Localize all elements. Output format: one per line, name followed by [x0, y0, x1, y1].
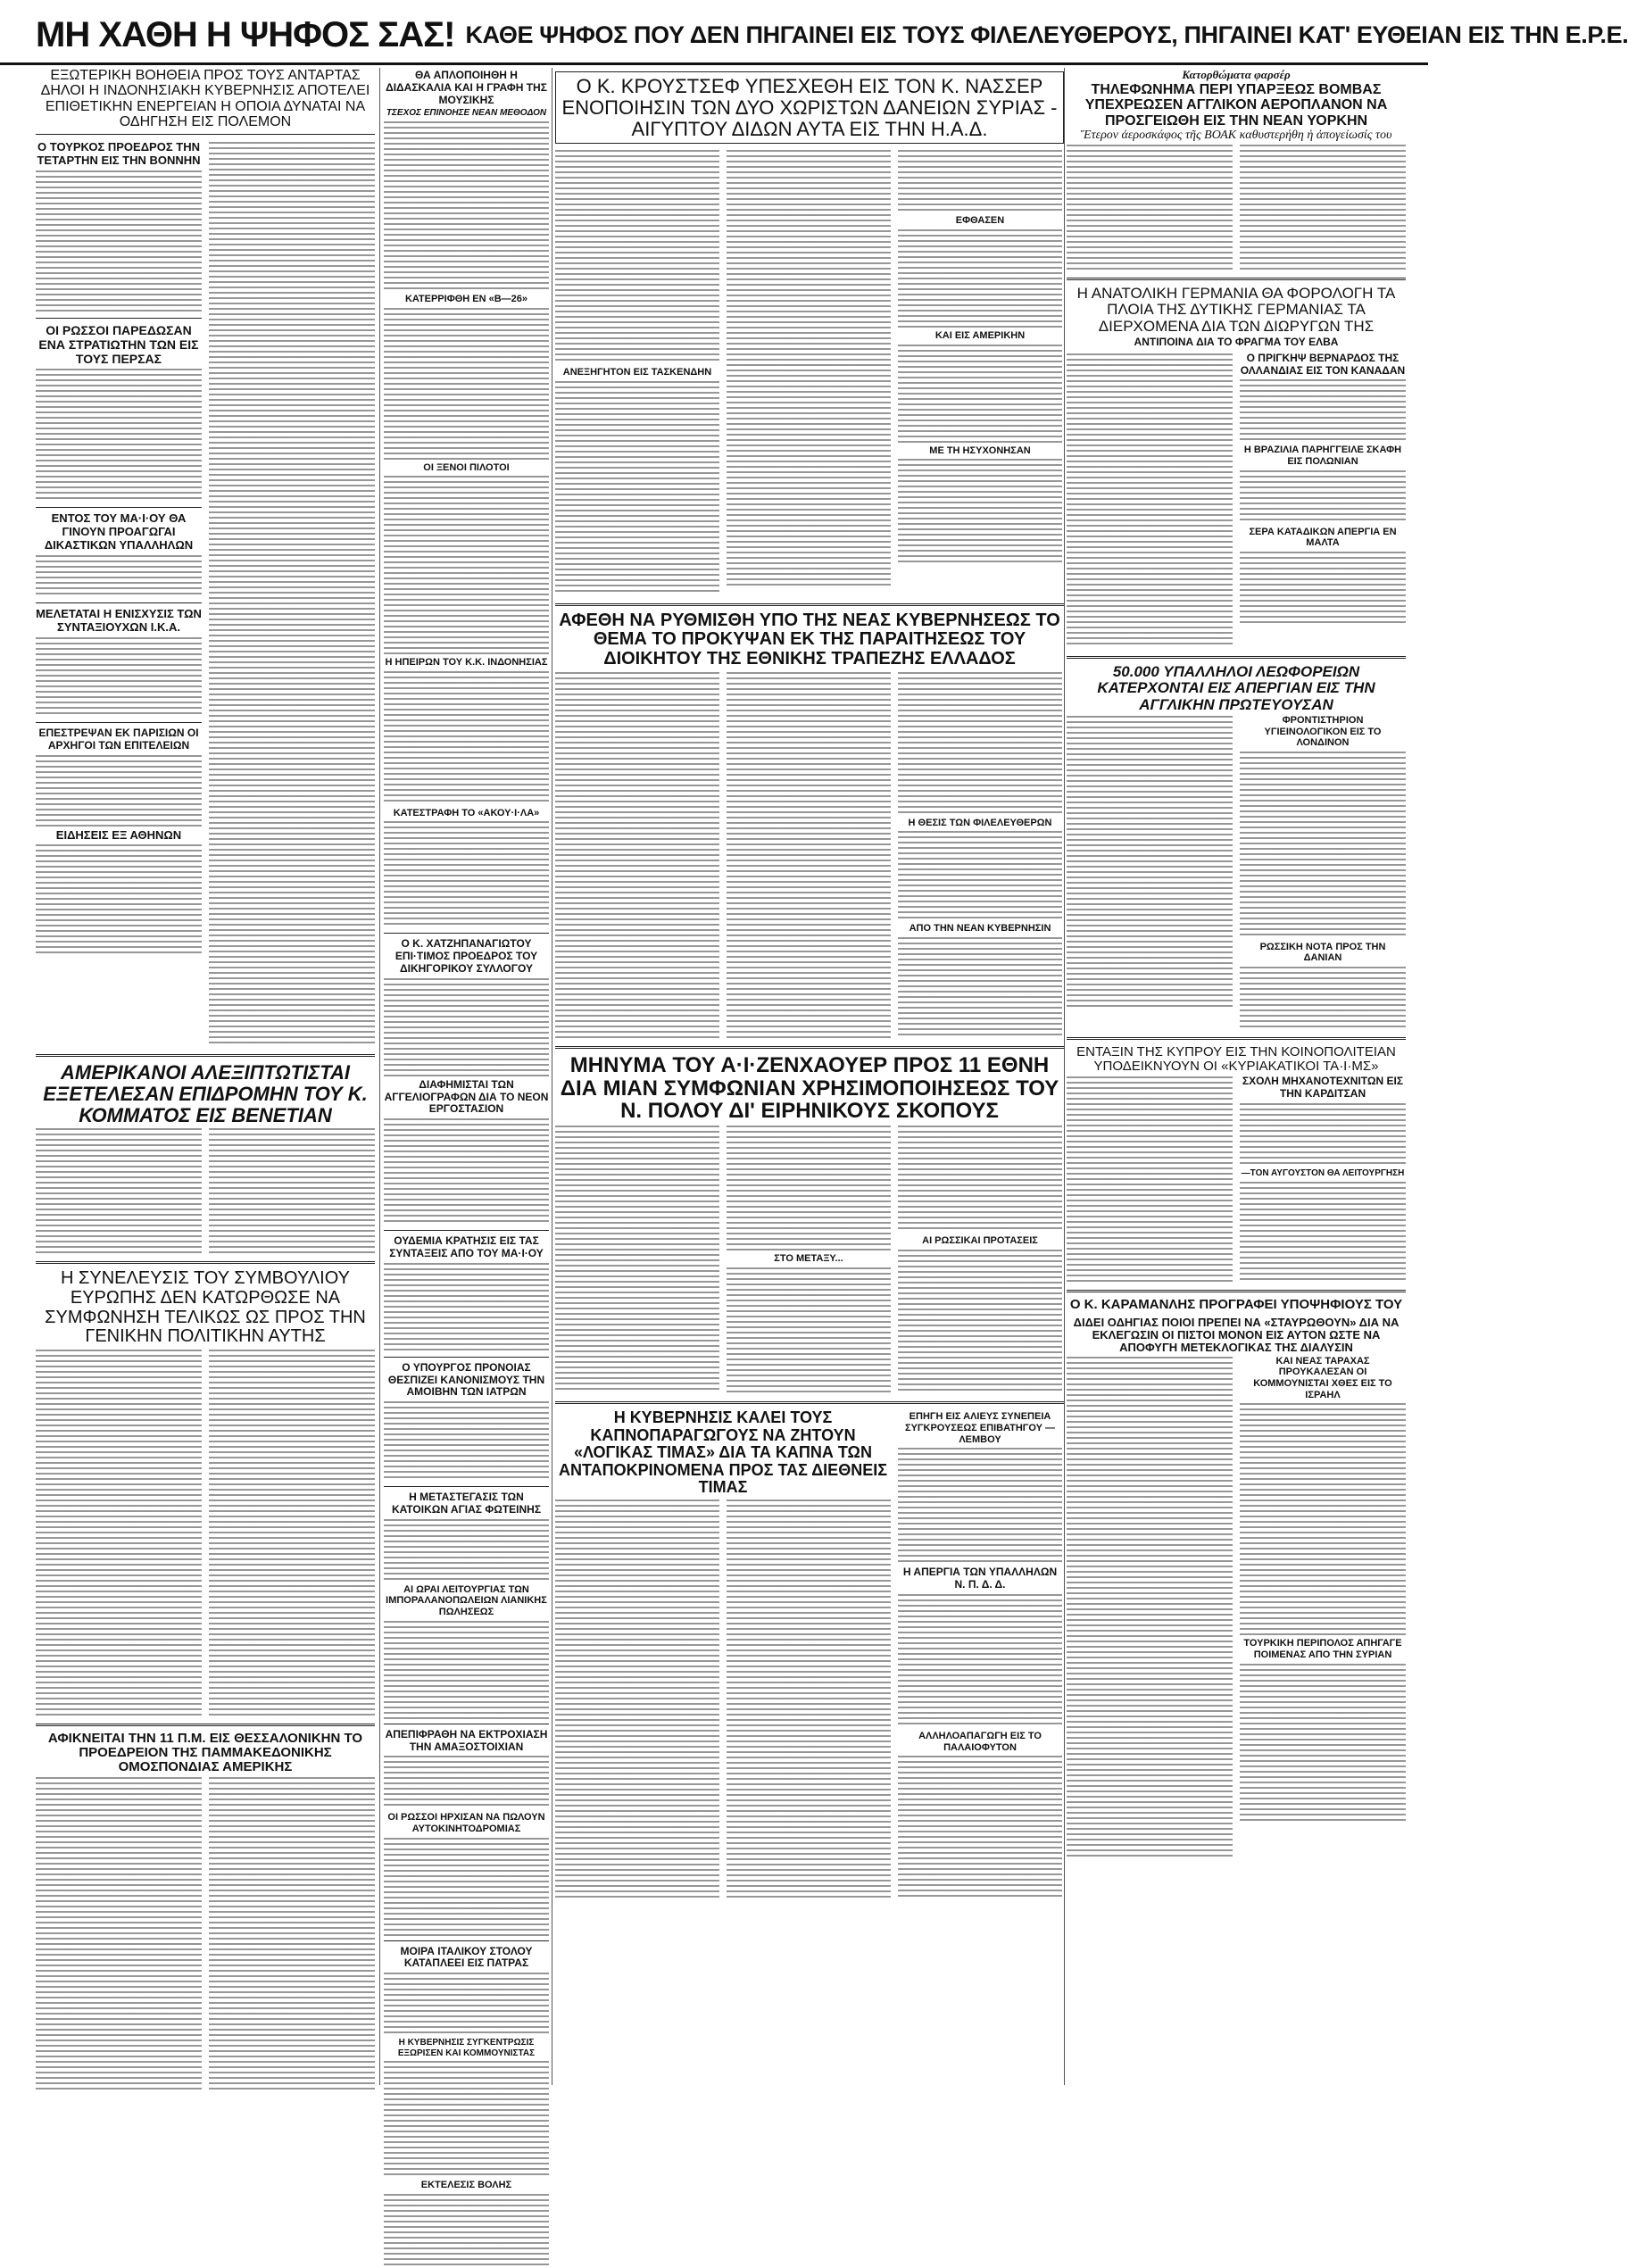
headline-tashkent: ΑΝΕΞΗΓΗΤΟΝ ΕΙΣ ΤΑΣΚΕΝΔΗΝ [562, 367, 712, 378]
article-text [384, 671, 549, 805]
two-col-block [1067, 351, 1406, 651]
article-text [898, 229, 1062, 328]
article-text [384, 121, 549, 291]
article-text [36, 369, 202, 503]
headline-turkish-patrol: ΤΟΥΡΚΙΚΗ ΠΕΡΙΠΟΛΟΣ ΑΠΗΓΑΓΕ ΠΟΙΜΕΝΑΣ ΑΠΟ ΤΗΝ ΣΥΡΙΑΝ [1243, 1638, 1402, 1660]
subcolumn-left [36, 139, 202, 1049]
headline-liberals: Η ΘΕΣΙΣ ΤΩΝ ΦΙΛΕΛΕΥΘΕΡΩΝ [908, 817, 1052, 828]
headline-fishermen: ΕΠΗΓΗ ΕΙΣ ΑΛΙΕΥΣ ΣΥΝΕΠΕΙΑ ΣΥΓΚΡΟΥΣΕΩΣ ΕΠΙΒΑΤΗΓΟΥ — ΛΕΜΒΟΥ [904, 1411, 1056, 1445]
subcolumn [555, 147, 719, 598]
headline-national-bank: ΑΦΕΘΗ ΝΑ ΡΥΘΜΙΣΘΗ ΥΠΟ ΤΗΣ ΝΕΑΣ ΚΥΒΕΡΝΗΣΕΩΣ ΤΟ ΘΕΜΑ ΤΟ ΠΡΟΚΥΨΑΝ ΕΚ ΤΗΣ ΠΑΡΑΙΤΗΣΕΩΣ ΤΟΥ ΔΙΟΙΚΗΤΟΥ ΤΗΣ ΕΘΝΙΚΗΣ ΤΡΑΠΕΖΗΣ ΕΛΛΑΔΟΣ [559, 610, 1060, 669]
khrushchev-box [555, 71, 1064, 144]
article-text [1240, 967, 1406, 1029]
headline-promotions: ΕΝΤΟΣ ΤΟΥ ΜΑ·Ι·ΟΥ ΘΑ ΓΙΝΟΥΝ ΠΡΟΑΓΩΓΑΙ ΔΙΚΑΣΤΙΚΩΝ ΥΠΑΛΛΗΛΩΝ [44, 511, 194, 552]
article-text [209, 1350, 375, 1716]
column-divider [379, 68, 380, 2085]
headline-karditsa-school: ΣΧΟΛΗ ΜΗΧΑΝΟΤΕΧΝΙΤΩΝ ΕΙΣ ΤΗΝ ΚΑΡΔΙΤΣΑΝ [1242, 1075, 1404, 1101]
divider [384, 1230, 549, 1231]
headline-bus-strike: 50.000 ΥΠΑΛΛΗΛΟΙ ΛΕΩΦΟΡΕΙΩΝ ΚΑΤΕΡΧΟΝΤΑΙ ΕΙΣ ΑΠΕΡΓΙΑΝ ΕΙΣ ΤΗΝ ΑΓΓΛΙΚΗΝ ΠΡΩΤΕΥΟΥΣΑΝ [1097, 662, 1375, 713]
divider [36, 1724, 375, 1726]
divider [555, 1046, 1064, 1049]
article-text [1240, 379, 1406, 442]
article-text [555, 381, 719, 595]
divider [1067, 656, 1406, 659]
headline-derailment: ΑΠΕΠΙΦΡΑΘΗ ΝΑ ΕΚΤΡΟΧΙΑΣΗ ΤΗΝ ΑΜΑΞΟΣΤΟΙΧΙΑΝ [385, 1727, 548, 1753]
headline-kidnapping: ΑΛΛΗΛΟΑΠΑΓΩΓΗ ΕΙΣ ΤΟ ΠΑΛΑΙΟΦΥΤΟΝ [918, 1730, 1042, 1753]
headline-brazil: Η ΒΡΑΖΙΛΙΑ ΠΑΡΗΓΓΕΙΛΕ ΣΚΑΦΗ ΕΙΣ ΠΟΛΩΝΙΑΝ [1243, 444, 1402, 468]
subcolumn [1240, 713, 1406, 1032]
headline-pensions: ΟΥΔΕΜΙΑ ΚΡΑΤΗΣΙΣ ΕΙΣ ΤΑΣ ΣΥΝΤΑΞΕΙΣ ΑΠΟ ΤΟΥ ΜΑ·Ι·ΟΥ [389, 1234, 544, 1260]
headline-strike: Η ΑΠΕΡΓΙΑ ΤΩΝ ΥΠΑΛΛΗΛΩΝ Ν. Π. Δ. Δ. [902, 1566, 1058, 1591]
article-text [898, 672, 1062, 815]
article-text [1067, 1357, 1233, 1857]
two-col-block [1067, 1074, 1406, 1284]
headline-east-germany: Η ΑΝΑΤΟΛΙΚΗ ΓΕΡΜΑΝΙΑ ΘΑ ΦΟΡΟΛΟΓΗ ΤΑ ΠΛΟΙΑ ΤΗΣ ΔΥΤΙΚΗΣ ΓΕΡΜΑΝΙΑΣ ΤΑ ΔΙΕΡΧΟΜΕΝΑ ΔΙΑ ΤΩΝ ΔΙΩΡΥΓΩΝ ΤΗΣ [1076, 284, 1396, 335]
article-text [384, 1519, 549, 1582]
subcolumn [898, 1123, 1062, 1396]
headline-chiefs-returned: ΕΠΕΣΤΡΕΨΑΝ ΕΚ ΠΑΡΙΣΙΩΝ ΟΙ ΑΡΧΗΓΟΙ ΤΩΝ ΕΠΙΤΕΛΕΙΩΝ [38, 726, 199, 752]
article-text [384, 978, 549, 1076]
headline-hygiene: ΦΡΟΝΤΙΣΤΗΡΙΟΝ ΥΓΙΕΙΝΟΛΟΓΙΚΟΝ ΕΙΣ ΤΟ ΛΟΝΔΙΝΟΝ [1264, 714, 1382, 749]
headline-indonesia: ΕΞΩΤΕΡΙΚΗ ΒΟΗΘΕΙΑ ΠΡΟΣ ΤΟΥΣ ΑΝΤΑΡΤΑΣ ΔΗΛΟΙ Η ΙΝΔΟΝΗΣΙΑΚΗ ΚΥΒΕΡΝΗΣΙΣ ΑΠΟΤΕΛΕΙ ΕΠΙΘΕΤΙΚΗΝ ΕΝΕΡΓΕΙΑΝ Η ΟΠΟΙΑ ΔΥΝΑΤΑΙ ΝΑ ΟΔΗΓΗΣΗ ΕΙΣ ΠΟΛΕΜΟΝ [40, 68, 370, 129]
headline-israel-riots: ΚΑΙ ΝΕΑΣ ΤΑΡΑΧΑΣ ΠΡΟΥΚΑΛΕΣΑΝ ΟΙ ΚΟΜΜΟΥΝΙΣΤΑΙ ΧΘΕΣ ΕΙΣ ΤΟ ΙΣΡΑΗΛ [1253, 1355, 1392, 1400]
three-col-block [555, 147, 1064, 598]
subcolumn-right [209, 139, 375, 1049]
banner-rest: ΚΑΘΕ ΨΗΦΟΣ ΠΟΥ ΔΕΝ ΠΗΓΑΙΝΕΙ ΕΙΣ ΤΟΥΣ ΦΙΛΕΛΕΥΘΕΡΟΥΣ, ΠΗΓΑΙΝΕΙ ΚΑΤ' ΕΥΘΕΙΑΝ ΕΙΣ ΤΗΝ Ε.Ρ.Ε. [465, 21, 1628, 48]
article-text [36, 844, 202, 953]
headline-tobacco: Η ΚΥΒΕΡΝΗΣΙΣ ΚΑΛΕΙ ΤΟΥΣ ΚΑΠΝΟΠΑΡΑΓΩΓΟΥΣ ΝΑ ΖΗΤΟΥΝ «ΛΟΓΙΚΑΣ ΤΙΜΑΣ» ΔΙΑ ΤΑ ΚΑΠΝΑ ΤΩΝ ΑΝΤΑΠΟΚΡΙΝΟΜΕΝΑ ΠΡΟΣ ΤΑΣ ΔΙΕΘΝΕΙΣ ΤΙΜΑΣ [558, 1408, 887, 1497]
article-text [36, 1350, 202, 1716]
headline-arrived: ΕΦΘΑΣΕΝ [955, 215, 1005, 227]
subhead-boac: Ἕτερον ἀεροσκάφος τῆς ΒΟΑΚ καθυστερήθη ἡ ἀπογείωσίς του [1080, 128, 1392, 142]
subcolumn [898, 669, 1062, 1041]
article-text [1240, 1403, 1406, 1635]
divider [1067, 1290, 1406, 1292]
divider [384, 1486, 549, 1487]
headline-russian-roads: ΟΙ ΡΩΣΣΟΙ ΗΡΧΙΣΑΝ ΝΑ ΠΩΛΟΥΝ ΑΥΤΟΚΙΝΗΤΟΔΡΟΜΙΑΣ [387, 1812, 545, 1834]
article-text [727, 672, 891, 1038]
article-text [36, 1777, 202, 2089]
headline-epirus: Η ΗΠΕΙΡΩΝ ΤΟΥ Κ.Κ. ΙΝΔΟΝΗΣΙΑΣ [385, 657, 548, 669]
article-text [1240, 470, 1406, 524]
article-text [727, 1126, 891, 1250]
article-text [1240, 1664, 1406, 1824]
article-text [36, 755, 202, 827]
headline-bar-association: Ο Κ. ΧΑΤΖΗΠΑΝΑΓΙΩΤΟΥ ΕΠΙ·ΤΙΜΟΣ ΠΡΟΕΔΡΟΣ ΤΟΥ ΔΙΚΗΓΟΡΙΚΟΥ ΣΥΛΛΟΓΟΥ [395, 937, 538, 976]
two-col-block [36, 139, 375, 1049]
column-3 [555, 68, 1064, 1904]
article-text [36, 170, 202, 313]
article-text [898, 1594, 1062, 1728]
article-text [555, 1500, 719, 1901]
article-text [1240, 752, 1406, 939]
column-4 [1067, 68, 1406, 1859]
divider [1067, 278, 1406, 280]
headline-bomb-call: ΤΗΛΕΦΩΝΗΜΑ ΠΕΡΙ ΥΠΑΡΞΕΩΣ ΒΟΜΒΑΣ ΥΠΕΧΡΕΩΣΕΝ ΑΓΓΛΙΚΟΝ ΑΕΡΟΠΛΑΝΟΝ ΝΑ ΠΡΟΣΓΕΙΩΘΗ ΕΙΣ ΤΗΝ ΝΕΑΝ ΥΟΡΚΗΝ [1084, 82, 1388, 129]
article-text [384, 821, 549, 928]
banner [0, 7, 1628, 65]
headline-shops: ΑΙ ΩΡΑΙ ΛΕΙΤΟΥΡΓΙΑΣ ΤΩΝ ΙΜΠΟΡΑΛΑΝΟΠΩΛΕΙΩΝ ΛΙΑΝΙΚΗΣ ΠΩΛΗΣΕΩΣ [386, 1583, 547, 1618]
headline-foreign-pilots: ΟΙ ΞΕΝΟΙ ΠΙΛΟΤΟΙ [423, 461, 510, 473]
headline-turkish-president: Ο ΤΟΥΡΚΟΣ ΠΡΟΕΔΡΟΣ ΤΗΝ ΤΕΤΑΡΤΗΝ ΕΙΣ ΤΗΝ ΒΟΝΝΗΝ [37, 140, 201, 167]
headline-calm: ΜΕ ΤΗ ΗΣΥΧΟΝΗΣΑΝ [929, 444, 1031, 456]
article-text [727, 150, 891, 587]
divider [36, 507, 202, 508]
divider [555, 603, 1064, 606]
article-text [1240, 552, 1406, 623]
article-text [384, 1621, 549, 1719]
divider [36, 318, 202, 319]
column-2 [384, 68, 549, 2268]
article-text [384, 1118, 549, 1225]
headline-eisenhower: ΜΗΝΥΜΑ ΤΟΥ Α·Ι·ΖΕΝΧΑΟΥΕΡ ΠΡΟΣ 11 ΕΘΝΗ ΔΙΑ ΜΙΑΝ ΣΥΜΦΩΝΙΑΝ ΧΡΗΣΙΜΟΠΟΙΗΣΕΩΣ ΤΟΥ Ν. ΠΟΛΟΥ ΔΙ' ΕΙΡΗΝΙΚΟΥΣ ΣΚΟΠΟΥΣ [560, 1052, 1059, 1124]
subcolumn [1240, 351, 1406, 651]
article-text [898, 1250, 1062, 1392]
three-col-block [555, 1123, 1064, 1396]
column-divider [1064, 68, 1065, 2085]
article-text [384, 2194, 549, 2265]
headline-execution: ΕΚΤΕΛΕΣΙΣ ΒΟΛΗΣ [420, 2180, 512, 2191]
divider [36, 134, 375, 135]
article-text [36, 1128, 202, 1253]
column-1 [36, 68, 375, 2092]
subcolumn [898, 1409, 1062, 1903]
article-text [898, 937, 1062, 1035]
headline-prince-bernhard: Ο ΠΡΙΓΚΗΨ ΒΕΡΝΑΡΔΟΣ ΤΗΣ ΟΛΛΑΝΔΙΑΣ ΕΙΣ ΤΟΝ ΚΑΝΑΔΑΝ [1240, 351, 1406, 377]
article-text [555, 1126, 719, 1393]
article-text [384, 1838, 549, 1936]
article-text [1067, 1076, 1233, 1282]
tobacco-article [555, 1409, 891, 1903]
article-text [1067, 353, 1233, 648]
headline-america: ΚΑΙ ΕΙΣ ΑΜΕΡΙΚΗΝ [934, 329, 1026, 341]
headline-advertisers: ΔΙΑΦΗΜΙΣΤΑΙ ΤΩΝ ΑΓΓΕΛΙΟΓΡΑΦΩΝ ΔΙΑ ΤΟ ΝΕΟΝ ΕΡΓΟΣΤΑΣΙΟΝ [384, 1077, 549, 1116]
two-col-block [36, 1347, 375, 1718]
subcolumn [898, 147, 1062, 598]
article-text [209, 1128, 375, 1253]
headline-federation: ΑΦΙΚΝΕΙΤΑΙ ΤΗΝ 11 Π.Μ. ΕΙΣ ΘΕΣΣΑΛΟΝΙΚΗΝ ΤΟ ΠΡΟΕΔΡΕΙΟΝ ΤΗΣ ΠΑΜΜΑΚΕΔΟΝΙΚΗΣ ΟΜΟΣΠΟΝΔΙΑΣ ΑΜΕΡΙΚΗΣ [47, 1730, 363, 1775]
article-text [1067, 145, 1233, 270]
headline-relocation: Η ΜΕΤΑΣΤΕΓΑΣΙΣ ΤΩΝ ΚΑΤΟΙΚΩΝ ΑΓΙΑΣ ΦΩΤΕΙΝΗΣ [391, 1491, 542, 1516]
article-text [384, 2061, 549, 2177]
article-text [384, 476, 549, 654]
article-text [384, 1756, 549, 1809]
divider [384, 1940, 549, 1941]
divider [36, 722, 202, 723]
headline-meanwhile: ΣΤΟ ΜΕΤΑΞΥ... [774, 1253, 843, 1265]
article-text [555, 672, 719, 1038]
divider [36, 1261, 375, 1264]
two-col-block [36, 1126, 375, 1256]
divider [384, 1357, 549, 1358]
article-text [384, 1263, 549, 1352]
article-text [384, 308, 549, 460]
article-text [898, 345, 1062, 443]
divider [1067, 1037, 1406, 1040]
article-text [36, 637, 202, 718]
subhead-music: ΤΣΕΧΟΣ ΕΠΙΝΟΗΣΕ ΝΕΑΝ ΜΕΘΟΔΟΝ [386, 108, 547, 119]
article-text [727, 1267, 891, 1392]
headline-malta: ΣΕΡΑ ΚΑΤΑΔΙΚΩΝ ΑΠΕΡΓΙΑ ΕΝ ΜΑΛΤΑ [1249, 526, 1397, 549]
subhead-karamanlis: ΔΙΔΕΙ ΟΔΗΓΙΑΣ ΠΟΙΟΙ ΠΡΕΠΕΙ ΝΑ «ΣΤΑΥΡΩΘΟΥΝ» ΔΙΑ ΝΑ ΕΚΛΕΓΩΣΙΝ ΟΙ ΠΙΣΤΟΙ ΜΟΝΟΝ ΕΙΣ ΑΥΤΟΝ ΩΣΤΕ ΝΑ ΑΠΟΦΥΓΗ ΜΕΤΕΚΛΟΓΙΚΑΣ ΤΗΣ ΔΙΑΛΥΣΙΝ [1073, 1315, 1400, 1354]
subcolumn [1240, 1074, 1406, 1284]
headline-russians: ΟΙ ΡΩΣΣΟΙ ΠΑΡΕΔΩΣΑΝ ΕΝΑ ΣΤΡΑΤΙΩΤΗΝ ΤΩΝ ΕΙΣ ΤΟΥΣ ΠΕΡΣΑΣ [38, 322, 199, 367]
headline-paratroopers: ΑΜΕΡΙΚΑΝΟΙ ΑΛΕΞΙΠΤΩΤΙΣΤΑΙ ΕΞΕΤΕΛΕΣΑΝ ΕΠΙΔΡΟΜΗΝ ΤΟΥ Κ. ΚΟΜΜΑΤΟΣ ΕΙΣ ΒΕΝΕΤΙΑΝ [43, 1061, 368, 1126]
article-text [727, 1500, 891, 1901]
headline-russian-proposals: ΑΙ ΡΩΣΣΙΚΑΙ ΠΡΟΤΑΣΕΙΣ [922, 1235, 1038, 1247]
headline-cyprus: ΕΝΤΑΞΙΝ ΤΗΣ ΚΥΠΡΟΥ ΕΙΣ ΤΗΝ ΚΟΙΝΟΠΟΛΙΤΕΙΑΝ ΥΠΟΔΕΙΚΝΥΟΥΝ ΟΙ «ΚΥΡΙΑΚΑΤΙΚΟΙ ΤΑ·Ι·ΜΣ» [1076, 1044, 1396, 1075]
headline-council-europe: Η ΣΥΝΕΛΕΥΣΙΣ ΤΟΥ ΣΥΜΒΟΥΛΙΟΥ ΕΥΡΩΠΗΣ ΔΕΝ ΚΑΤΩΡΘΩΣΕ ΝΑ ΣΥΜΦΩΝΗΣΗ ΤΕΛΙΚΩΣ ΩΣ ΠΡΟΣ ΤΗΝ ΓΕΝΙΚΗΝ ΠΟΛΙΤΙΚΗΝ ΑΥΤΗΣ [45, 1268, 366, 1347]
banner-lead: ΜΗ ΧΑΘΗ Η ΨΗΦΟΣ ΣΑΣ! [36, 14, 455, 54]
headline-athens-news: ΕΙΔΗΣΕΙΣ ΕΞ ΑΘΗΝΩΝ [55, 827, 182, 842]
article-text [384, 1401, 549, 1482]
article-text [555, 150, 719, 364]
bottom-block [555, 1409, 1064, 1903]
headline-coalition: Η ΚΥΒΕΡΝΗΣΙΣ ΣΥΓΚΕΝΤΡΩΣΙΣ ΕΞΩΡΙΣΕΝ ΚΑΙ ΚΟΜΜΟΥΝΙΣΤΑΣ [397, 2038, 536, 2058]
article-text [898, 831, 1062, 920]
article-text [898, 1756, 1062, 1898]
headline-karamanlis: Ο Κ. ΚΑΡΑΜΑΝΛΗΣ ΠΡΟΓΡΑΦΕΙ ΥΠΟΨΗΦΙΟΥΣ ΤΟΥ [1069, 1297, 1403, 1313]
article-text [209, 1777, 375, 2089]
two-col-block [36, 1774, 375, 2092]
headline-b26: ΚΑΤΕΡΡΙΦΘΗ ΕΝ «Β—26» [404, 293, 528, 304]
divider [36, 1054, 375, 1057]
headline-khrushchev: Ο Κ. ΚΡΟΥΣΤΣΕΦ ΥΠΕΣΧΕΘΗ ΕΙΣ ΤΟΝ Κ. ΝΑΣΣΕΡ ΕΝΟΠΟΙΗΣΙΝ ΤΩΝ ΔΥΟ ΧΩΡΙΣΤΩΝ ΔΑΝΕΙΩΝ ΣΥΡΙΑΣ - ΑΙΓΥΠΤΟΥ ΔΙΔΩΝ ΑΥΤΑ ΕΙΣ ΤΗΝ Η.Α.Δ. [561, 75, 1058, 140]
headline-music: ΘΑ ΑΠΛΟΠΟΙΗΘΗ Η ΔΙΔΑΣΚΑΛΙΑ ΚΑΙ Η ΓΡΑΦΗ ΤΗΣ ΜΟΥΣΙΚΗΣ [386, 69, 547, 106]
two-col-block [1067, 1354, 1406, 1859]
article-text [1240, 145, 1406, 270]
subcolumn [1240, 1354, 1406, 1859]
article-text [36, 555, 202, 598]
subhead-elbe: ΑΝΤΙΠΟΙΝΑ ΔΙΑ ΤΟ ΦΡΑΓΜΑ ΤΟΥ ΕΛΒΑ [1134, 335, 1339, 348]
article-text [1240, 1182, 1406, 1280]
article-text [898, 1448, 1062, 1564]
divider [36, 602, 202, 603]
headline-welfare: Ο ΥΠΟΥΡΓΟΣ ΠΡΟΝΟΙΑΣ ΘΕΣΠΙΖΕΙ ΚΑΝΟΝΙΣΜΟΥΣ ΤΗΝ ΑΜΟΙΒΗΝ ΤΩΝ ΙΑΤΡΩΝ [387, 1360, 545, 1399]
divider [555, 1401, 1064, 1404]
tag-prankster: Κατορθώματα φαρσέρ [1182, 68, 1291, 81]
headline-italian-fleet: ΜΟΙΡΑ ΙΤΑΛΙΚΟΥ ΣΤΟΛΟΥ ΚΑΤΑΠΛΕΕΙ ΕΙΣ ΠΑΤΡΑΣ [400, 1944, 533, 1970]
two-col-block [555, 1497, 891, 1904]
article-text [209, 142, 375, 1046]
two-col-block [1067, 142, 1406, 272]
article-text [898, 1126, 1062, 1233]
divider [384, 933, 549, 934]
article-text [1067, 716, 1233, 1010]
article-text [898, 150, 1062, 212]
headline-new-government: ΑΠΟ ΤΗΝ ΝΕΑΝ ΚΥΒΕΡΝΗΣΙΝ [909, 923, 1051, 935]
two-col-block [1067, 713, 1406, 1032]
subcolumn [727, 1123, 891, 1396]
headline-denmark: ΡΩΣΣΙΚΗ ΝΟΤΑ ΠΡΟΣ ΤΗΝ ΔΑΝΙΑΝ [1259, 941, 1386, 964]
article-text [1240, 1103, 1406, 1166]
headline-august: —ΤΟΝ ΑΥΓΟΥΣΤΟΝ ΘΑ ΛΕΙΤΟΥΡΓΗΣΗ [1241, 1168, 1405, 1179]
headline-aquila: ΚΑΤΕΣΤΡΑΦΗ ΤΟ «ΑΚΟΥ·Ι·ΛΑ» [393, 807, 540, 818]
headline-ika: ΜΕΛΕΤΑΤΑΙ Η ΕΝΙΣΧΥΣΙΣ ΤΩΝ ΣΥΝΤΑΞΙΟΥΧΩΝ Ι.Κ.Α. [36, 607, 202, 634]
article-text [384, 1973, 549, 2035]
article-text [898, 459, 1062, 566]
three-col-block [555, 669, 1064, 1041]
